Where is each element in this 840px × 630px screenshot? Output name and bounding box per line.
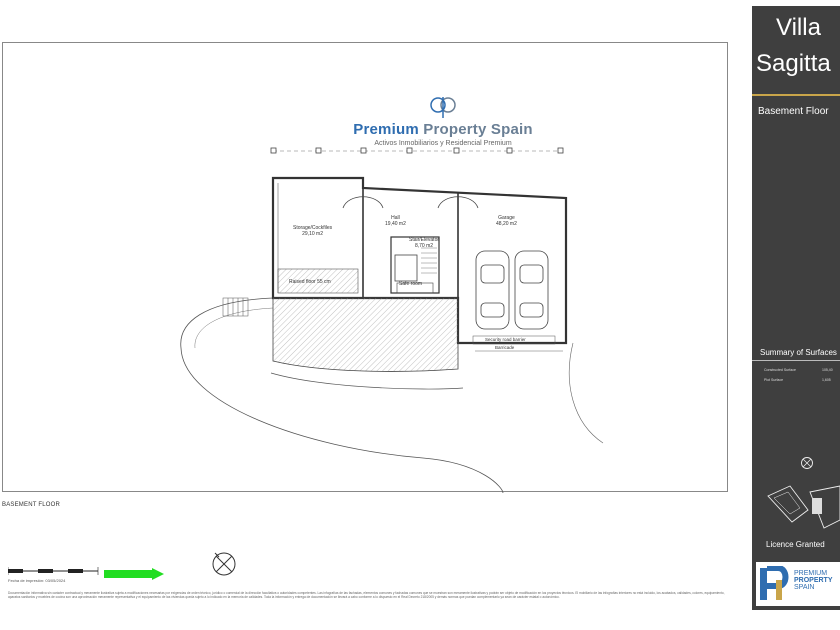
road-curve bbox=[569, 343, 603, 443]
site-location-sketch bbox=[764, 484, 840, 534]
room-label-safe-room: Safe room bbox=[399, 281, 423, 287]
legal-disclaimer: Documentación informativa sin carácter contractual y meramente ilustrativa sujeta a modificaciones necesarias por exigencias de orden técnico, jurídico o comercial de la dirección facultativa o autoridades competentes. Las infografías de las fachadas, elementos comunes y fachadas comunes que se muestran son meramente ilustrativas y podrán ser objeto de modificación en los proyectos técnicos. El mobiliario de las infografías interiores no está incluido, los acabados, calidades, colores, equipamiento, aparatos sanitarios y muebles de cocina son una aproximación meramente representativa y el equipamiento de las viviendas queda sujeto a lo indicado en la memoria de calidades. Toda la información y entrega de documentación se llevará a cabo conforme a lo dispuesto en el Real Decreto 218/2005 y demás normas que puedan complementarlo ya sean de carácter estatal o autonómico. bbox=[8, 591, 725, 599]
divider bbox=[752, 94, 840, 96]
terrace-hatch bbox=[273, 298, 458, 371]
room-label-garage: Garage 48,20 m2 bbox=[496, 215, 517, 227]
car-left bbox=[476, 251, 509, 329]
north-arrow-icon bbox=[210, 550, 238, 578]
print-date: Fecha de impresión: 03/05/2024 bbox=[8, 578, 66, 583]
summary-value: 1,605 bbox=[822, 378, 831, 382]
plan-caption: BASEMENT FLOOR bbox=[2, 502, 61, 508]
column-markers bbox=[271, 148, 563, 153]
room-label-raised-floor: Raised floor 55 cm bbox=[289, 279, 331, 285]
brand-mark-icon bbox=[428, 95, 458, 119]
elevator-box bbox=[395, 255, 417, 281]
site-boundary-inner bbox=[195, 308, 273, 348]
floor-plan-frame bbox=[2, 42, 728, 492]
green-arrow-icon bbox=[104, 568, 166, 580]
divider bbox=[752, 360, 840, 361]
room-label-hall: Hall 19,40 m2 bbox=[385, 215, 406, 227]
summary-title: Summary of Surfaces bbox=[760, 348, 837, 357]
label-barricade: Barricade bbox=[495, 345, 515, 350]
logo-text: PREMIUM PROPERTY SPAIN bbox=[794, 570, 833, 591]
car-right bbox=[515, 251, 548, 329]
villa-subtitle: Sagitta bbox=[756, 50, 831, 77]
terrace-curve bbox=[271, 373, 463, 389]
footer-logo bbox=[756, 562, 840, 606]
side-panel bbox=[752, 6, 840, 610]
summary-label: Constructed Surface bbox=[764, 368, 796, 372]
brand-logo bbox=[343, 95, 543, 147]
pp-logo-icon bbox=[758, 566, 792, 602]
brand-tagline: Activos Inmobiliarios y Residencial Premium bbox=[374, 140, 512, 147]
floor-label: Basement Floor bbox=[758, 106, 829, 117]
room-label-stair: Stair/Elevator 8,70 m2 bbox=[409, 237, 440, 249]
compass-icon bbox=[800, 456, 814, 470]
scale-bar bbox=[8, 566, 100, 576]
stair-treads bbox=[421, 248, 437, 273]
villa-title: Villa bbox=[776, 14, 821, 41]
brand-name: Premium Property Spain bbox=[353, 121, 533, 138]
summary-value: 105,40 bbox=[822, 368, 833, 372]
room-label-storage: Storage/Cockfiles 29,10 m2 bbox=[293, 225, 333, 237]
licence-status: Licence Granted bbox=[766, 540, 825, 549]
summary-label: Plot Surface bbox=[764, 378, 784, 382]
label-security-barrier: Security road barrier bbox=[485, 337, 526, 342]
